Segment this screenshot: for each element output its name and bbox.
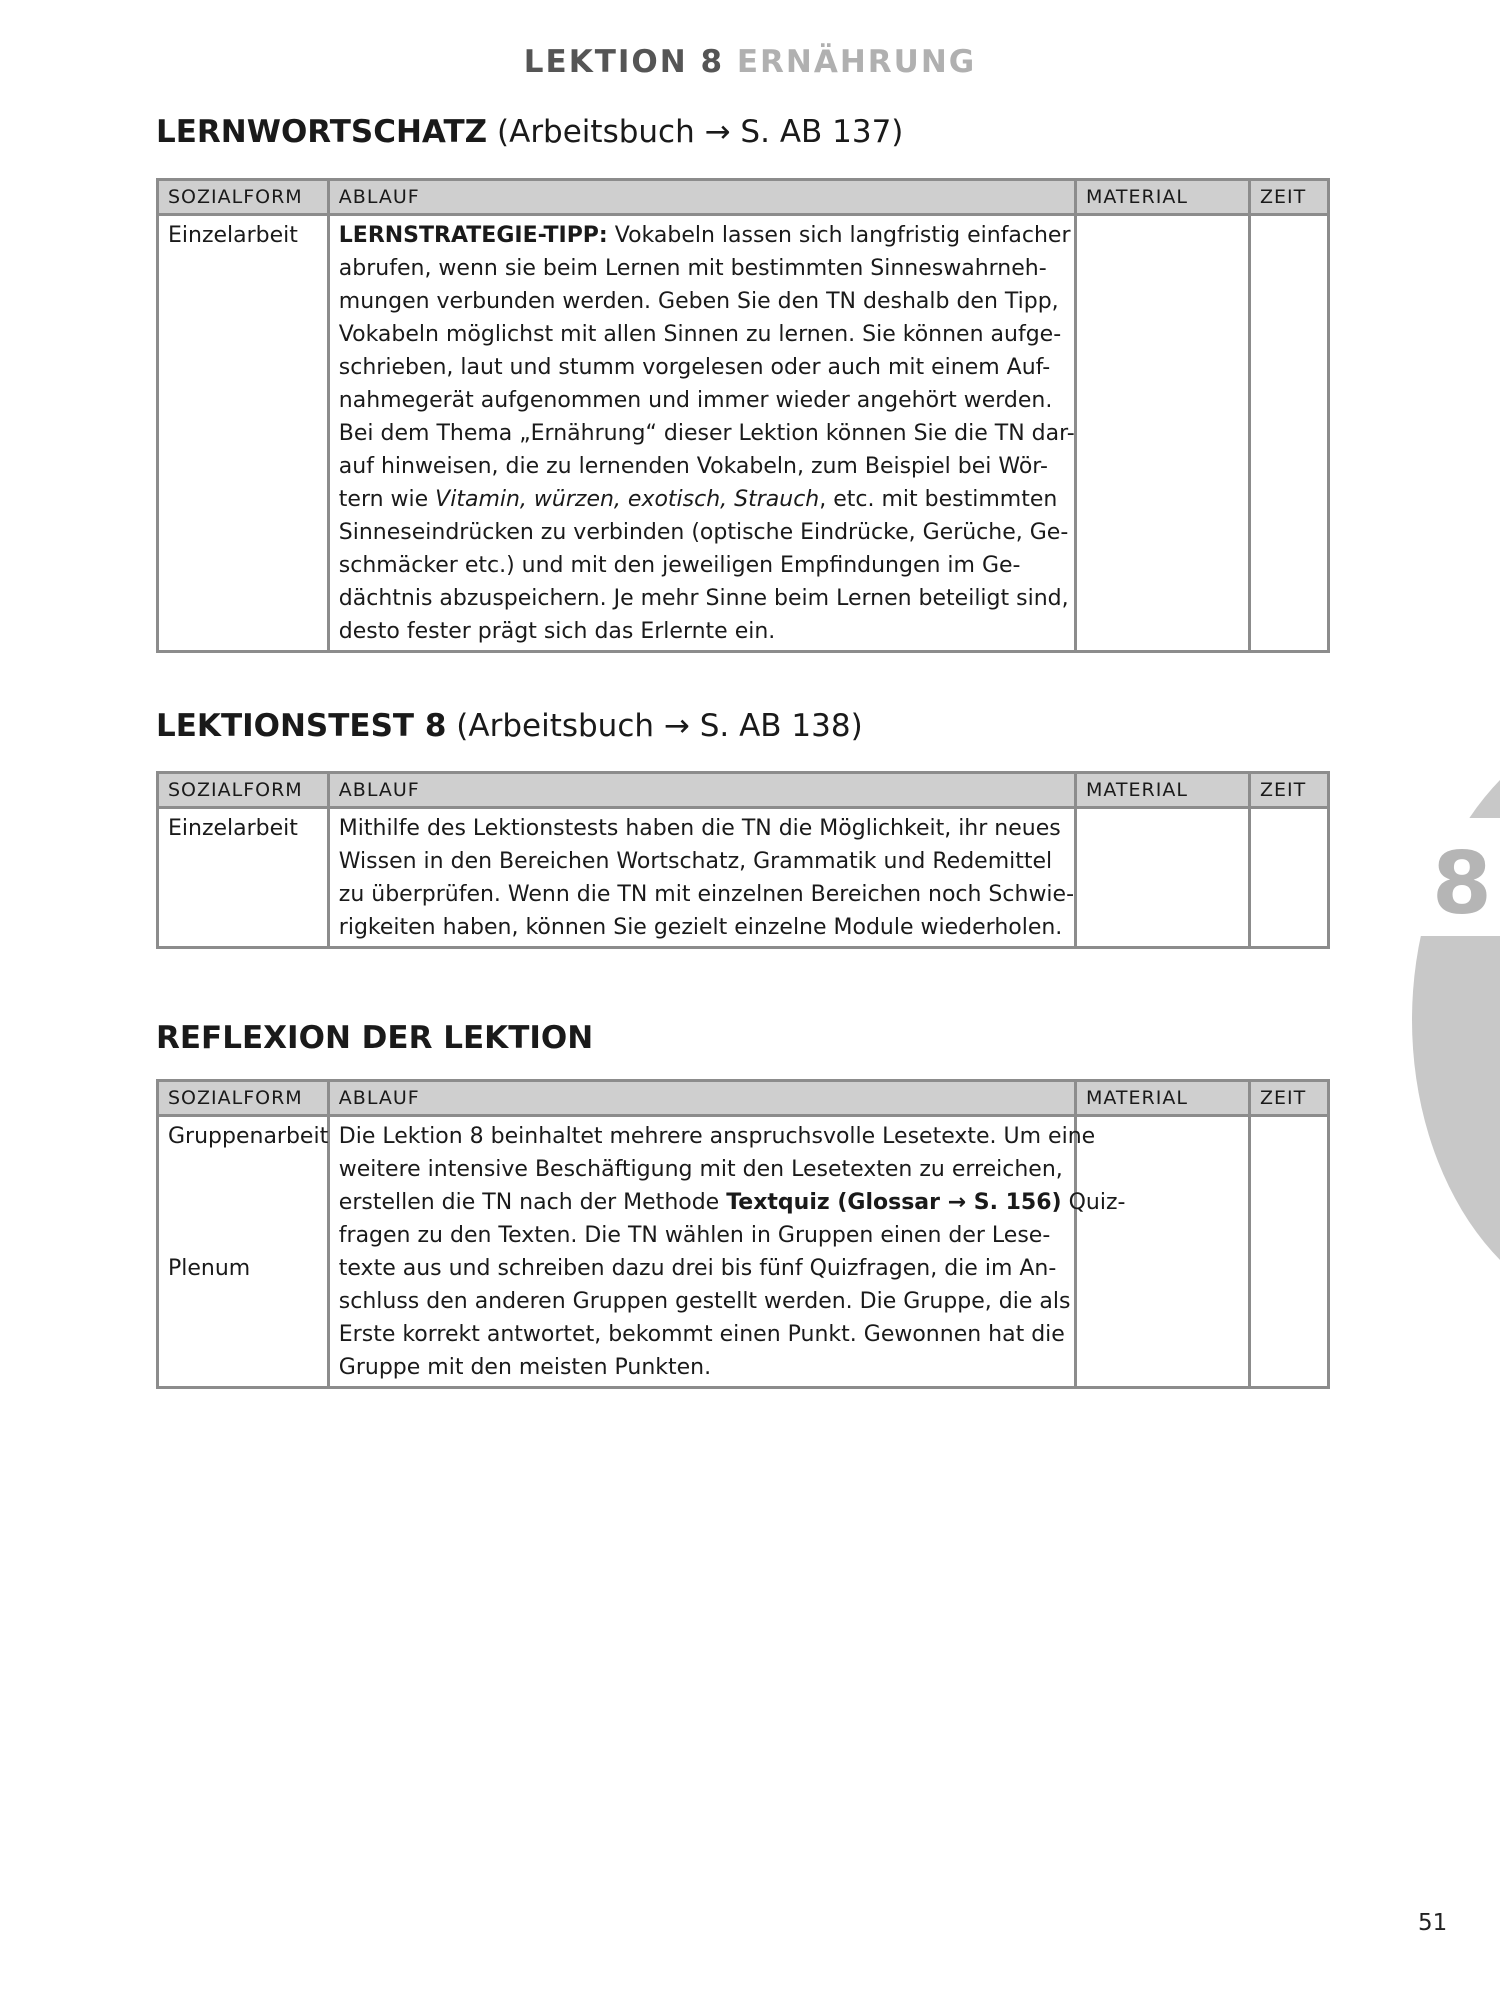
- col-header-sozialform: SOZIALFORM: [158, 180, 329, 215]
- material-cell: [1076, 215, 1250, 652]
- text-line: Bei dem Thema „Ernährung“ dieser Lektion können Sie die TN dar-: [338, 421, 1075, 446]
- section-title-reference: (Arbeitsbuch → S. AB 137): [497, 114, 904, 150]
- section-title-bold: LEKTIONSTEST 8: [156, 708, 447, 744]
- text-line: Sinneseindrücken zu verbinden (optische Eindrücke, Gerüche, Ge-: [338, 520, 1069, 545]
- text-line: nahmegerät aufgenommen und immer wieder angehört werden.: [338, 388, 1053, 413]
- ablauf-cell: [328, 808, 1075, 948]
- text-line: desto fester prägt sich das Erlernte ein.: [338, 619, 776, 644]
- sozialform-cell: Einzelarbeit: [158, 215, 329, 652]
- zeit-cell: [1249, 215, 1328, 652]
- col-header-sozialform: SOZIALFORM: [158, 1081, 329, 1116]
- col-header-material: MATERIAL: [1076, 180, 1250, 215]
- text-line: Die Lektion 8 beinhaltet mehrere anspruchsvolle Lesetexte. Um eine: [338, 1124, 1096, 1149]
- table-row: [158, 1116, 1329, 1388]
- section-title-lernwortschatz: [156, 114, 903, 150]
- material-cell: [1076, 1116, 1250, 1388]
- material-cell: [1076, 808, 1250, 948]
- table-row: [158, 215, 1329, 652]
- col-header-material: MATERIAL: [1076, 1081, 1250, 1116]
- table-header-row: [158, 1081, 1329, 1116]
- col-header-zeit: ZEIT: [1249, 773, 1328, 808]
- text-line: schmäcker etc.) und mit den jeweiligen Empfindungen im Ge-: [338, 553, 1021, 578]
- text-line: schluss den anderen Gruppen gestellt werden. Die Gruppe, die als: [338, 1289, 1071, 1314]
- section-title-bold: LERNWORTSCHATZ: [156, 114, 488, 150]
- section-title-reference: (Arbeitsbuch → S. AB 138): [456, 708, 863, 744]
- chapter-tab-number: 8: [1432, 834, 1492, 934]
- section-title-lektionstest: [156, 708, 863, 744]
- example-words: Vitamin, würzen, exotisch, Strauch: [435, 487, 820, 512]
- text-line: texte aus und schreiben dazu drei bis fünf Quizfragen, die im An-: [338, 1256, 1057, 1281]
- text-line: Erste korrekt antwortet, bekommt einen Punkt. Gewonnen hat die: [338, 1322, 1065, 1347]
- col-header-material: MATERIAL: [1076, 773, 1250, 808]
- col-header-ablauf: ABLAUF: [328, 180, 1075, 215]
- lektionstest-table: [156, 771, 1330, 949]
- section-title-reflexion: [156, 1020, 593, 1056]
- lernwortschatz-table: [156, 178, 1330, 653]
- tip-label: LERNSTRATEGIE-TIPP:: [338, 223, 608, 248]
- chapter-tab-shape: [1412, 720, 1500, 1320]
- text-line: Vokabeln möglichst mit allen Sinnen zu lernen. Sie können aufge-: [338, 322, 1062, 347]
- page-number: 51: [1418, 1910, 1448, 1936]
- text-line: erstellen die TN nach der Methode Textquiz (Glossar → S. 156) Quiz-: [338, 1190, 1126, 1215]
- col-header-sozialform: SOZIALFORM: [158, 773, 329, 808]
- text-line: dächtnis abzuspeichern. Je mehr Sinne beim Lernen beteiligt sind,: [338, 586, 1069, 611]
- text-line: rigkeiten haben, können Sie gezielt einzelne Module wiederholen.: [338, 915, 1063, 940]
- ablauf-cell: [328, 215, 1075, 652]
- sozialform-cell: [158, 1116, 329, 1388]
- text-line: auf hinweisen, die zu lernenden Vokabeln, zum Beispiel bei Wör-: [338, 454, 1048, 479]
- text-line: weitere intensive Beschäftigung mit den Lesetexten zu erreichen,: [338, 1157, 1063, 1182]
- table-header-row: [158, 180, 1329, 215]
- col-header-ablauf: ABLAUF: [328, 1081, 1075, 1116]
- text-line: tern wie Vitamin, würzen, exotisch, Strauch, etc. mit bestimmten: [338, 487, 1058, 512]
- sozialform-primary: Gruppenarbeit: [168, 1124, 329, 1149]
- col-header-zeit: ZEIT: [1249, 1081, 1328, 1116]
- text-line: Gruppe mit den meisten Punkten.: [338, 1355, 712, 1380]
- text-line: schrieben, laut und stumm vorgelesen oder auch mit einem Auf-: [338, 355, 1051, 380]
- text-line: mungen verbunden werden. Geben Sie den TN deshalb den Tipp,: [338, 289, 1059, 314]
- lesson-label: LEKTION 8: [523, 44, 725, 80]
- method-reference: Textquiz (Glossar → S. 156): [726, 1190, 1062, 1215]
- col-header-ablauf: ABLAUF: [328, 773, 1075, 808]
- sozialform-secondary: Plenum: [168, 1256, 251, 1281]
- text-line: zu überprüfen. Wenn die TN mit einzelnen Bereichen noch Schwie-: [338, 882, 1075, 907]
- text-line: Wissen in den Bereichen Wortschatz, Grammatik und Redemittel: [338, 849, 1053, 874]
- text-line: fragen zu den Texten. Die TN wählen in Gruppen einen der Lese-: [338, 1223, 1051, 1248]
- table-header-row: [158, 773, 1329, 808]
- page-header: [0, 44, 1500, 80]
- section-title-bold: REFLEXION DER LEKTION: [156, 1020, 594, 1056]
- zeit-cell: [1249, 808, 1328, 948]
- zeit-cell: [1249, 1116, 1328, 1388]
- lesson-topic: ERNÄHRUNG: [736, 44, 977, 80]
- ablauf-cell: [328, 1116, 1126, 1388]
- table-row: [158, 808, 1329, 948]
- reflexion-table: [156, 1079, 1330, 1389]
- sozialform-cell: Einzelarbeit: [158, 808, 329, 948]
- col-header-zeit: ZEIT: [1249, 180, 1328, 215]
- text-line: abrufen, wenn sie beim Lernen mit bestimmten Sinneswahrneh-: [338, 256, 1047, 281]
- text-line: Mithilfe des Lektionstests haben die TN die Möglichkeit, ihr neues: [338, 816, 1061, 841]
- text-line: LERNSTRATEGIE-TIPP: Vokabeln lassen sich langfristig einfacher: [338, 223, 1071, 248]
